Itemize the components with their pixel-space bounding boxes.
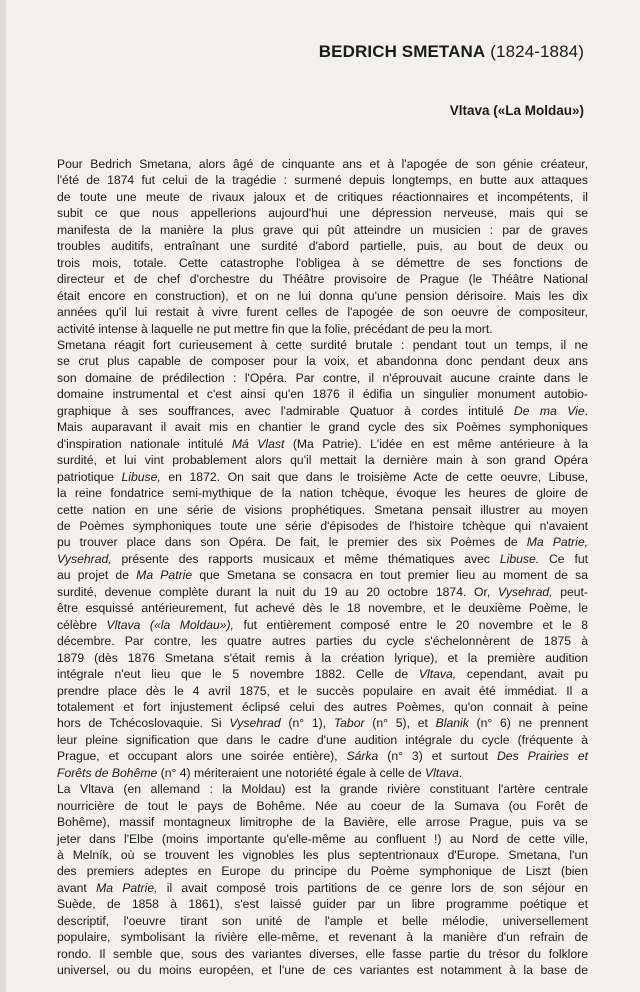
text-line xyxy=(57,403,588,419)
text-line xyxy=(57,617,588,633)
text-line xyxy=(57,880,588,896)
text-line xyxy=(57,666,588,682)
text-run: que Smetana se consacra en tout premier lieu au moment de sa xyxy=(192,568,589,583)
text-run: La Vltava (en allemand : la Moldau) est la grande rivière constituant l'artère centrale xyxy=(57,782,588,797)
text-run: cependant, avait pu xyxy=(456,667,588,682)
text-line xyxy=(57,650,588,666)
text-line xyxy=(57,962,588,978)
text-run: directeur et de chef d'orchestre du Théâtre provisoire de Prague (le Théâtre National xyxy=(57,272,588,287)
text-run: peut- xyxy=(552,584,588,599)
text-line xyxy=(57,567,588,583)
text-run: (n° 4) mériteraient une notoriété égale à celle de xyxy=(157,765,426,780)
text-run: (Ma Patrie). L'idée en est même antérieure à la xyxy=(284,436,588,451)
text-line xyxy=(57,699,588,715)
body-text xyxy=(57,156,588,979)
text-line xyxy=(57,600,588,616)
text-run: décembre. Par contre, les quatre autres parties du cycle s'échelonnèrent de 1875 à xyxy=(57,634,588,649)
text-run: de Poèmes symphoniques toute une série d'épisodes de l'histoire tchèque qui n'avaient xyxy=(57,518,588,533)
text-line xyxy=(57,518,588,534)
text-run: être esquissé antérieurement, fut achevé dès le 18 novembre, et le deuxième Poème, le xyxy=(57,601,588,616)
text-line xyxy=(57,831,588,847)
text-line xyxy=(57,765,588,781)
composer-name: BEDRICH SMETANA xyxy=(318,42,486,61)
text-run: activité intense à laquelle ne put mettre fin que la folie, précédant de peu la mort. xyxy=(57,321,493,336)
text-line xyxy=(57,814,588,830)
text-line xyxy=(57,205,588,221)
italic-title: Libuse. xyxy=(499,551,540,566)
text-run: Bohême), massif montagneux limitrophe de la Bavière, elle arrose Prague, puis va se xyxy=(57,815,588,830)
text-run: Suède, de 1858 à 1861), s'est laissé guider par un libre programme poétique et xyxy=(57,897,588,912)
text-run: Prague, et occupant alors une soirée entière), xyxy=(57,749,347,764)
text-run: descriptif, l'oeuvre tirant son unité de l'ample et belle mélodie, universellement xyxy=(57,913,588,928)
text-run: leur pleine signification que dans le cadre d'une audition intégrale du cycle (fréquente à xyxy=(57,732,588,747)
text-line xyxy=(57,485,588,501)
text-run: la reine fondatrice semi-mythique de la nation tchèque, évoque les heures de gloire de xyxy=(57,486,588,501)
text-run: Pour Bedrich Smetana, alors âgé de cinquante ans et à l'apogée de son génie créateur, xyxy=(57,157,588,171)
page-heading xyxy=(319,42,584,62)
text-line xyxy=(57,238,588,254)
text-line xyxy=(57,732,588,748)
text-run: l'été de 1874 fut celui de la tragédie : surmené depuis longtemps, en butte aux attaques xyxy=(57,173,588,188)
italic-title: Blanik xyxy=(435,716,469,731)
text-line xyxy=(57,798,588,814)
text-run: il avait composé trois partitions de ce genre lors de son séjour en xyxy=(157,880,588,895)
paragraph xyxy=(57,337,588,781)
text-run: intégrale n'eut lieu que le 5 novembre 1882. Celle de xyxy=(57,667,419,682)
text-line xyxy=(57,781,588,797)
text-line xyxy=(57,304,588,320)
text-line xyxy=(57,172,588,188)
text-line xyxy=(57,189,588,205)
text-run: (n° 1), xyxy=(280,716,334,731)
text-run: totalement et fort injustement éclipsé celui des autres Poèmes, qu'on connait à peine xyxy=(57,699,588,714)
text-line xyxy=(57,551,588,567)
text-run: manifesta de la manière la plus grave qui pût atteindre un musicien : par de graves xyxy=(57,222,588,237)
italic-title: Tabor xyxy=(333,716,365,731)
text-line xyxy=(57,222,588,238)
text-run: patriotique xyxy=(57,469,122,484)
text-run: des premiers adeptes en Europe du principe du Poème symphonique de Liszt (bien xyxy=(57,864,588,879)
text-run: . xyxy=(458,765,463,780)
italic-title: Vltava («la Moldau»), xyxy=(106,617,234,632)
italic-title: Ma Patrie xyxy=(136,568,193,583)
text-run: présente des rapports musicaux et même thématiques avec xyxy=(111,551,500,566)
text-run: Mais auparavant il avait mis en chantier le grand cycle des six Poèmes symphoniques xyxy=(57,420,588,435)
text-line xyxy=(57,683,588,699)
text-run: à Melník, où se trouvent les vignobles les plus septentrionaux d'Europe. Smetana, l'un xyxy=(57,848,588,863)
text-run: troubles auditifs, entraînant une surdité d'abord partielle, puis, au bout de deux ou xyxy=(57,239,588,254)
text-line xyxy=(57,386,588,402)
text-run: avant xyxy=(57,880,97,895)
text-line xyxy=(57,863,588,879)
text-run: Ce fut xyxy=(539,551,588,566)
text-line xyxy=(57,748,588,764)
text-line xyxy=(57,946,588,962)
text-run: trois mois, totale. Cette catastrophe l'obligea à se démettre de ses fonctions de xyxy=(57,255,588,270)
italic-title: Vysehrad, xyxy=(497,584,553,599)
text-run: son domaine de prédilection : l'Opéra. Par contre, il n'éprouvait aucune crainte dans le xyxy=(57,370,588,385)
italic-title: Sárka xyxy=(346,749,379,764)
italic-title: Vysehrad, xyxy=(57,551,112,566)
text-line xyxy=(57,584,588,600)
text-line xyxy=(57,436,588,452)
text-line xyxy=(57,633,588,649)
text-line xyxy=(57,419,588,435)
text-run: (n° 6) ne prennent xyxy=(468,716,589,731)
italic-title: Vltava, xyxy=(418,667,457,682)
text-line xyxy=(57,353,588,369)
text-line xyxy=(57,847,588,863)
text-run: surdité, devenue complète durant la nuit du 19 au 20 octobre 1874. Or, xyxy=(57,584,498,599)
paragraph xyxy=(57,781,588,978)
text-run: prendre place dès le 4 avril 1875, et le succès populaire en avait été immédiat. Il a xyxy=(57,683,588,698)
italic-title: De ma Vie xyxy=(513,403,585,418)
italic-title: Vysehrad xyxy=(229,716,281,731)
text-run: était encore en construction), et on ne lui donna qu'une pension dérisoire. Mais les dix xyxy=(57,288,588,303)
text-line xyxy=(57,929,588,945)
text-run: populaire, symbolisant la rivière elle-même, et revenant à la manière d'un refrain de xyxy=(57,930,588,945)
text-run: fut entièrement composé entre le 20 novembre et le 8 xyxy=(233,617,589,632)
italic-title: Má Vlast xyxy=(231,436,285,451)
text-run: au projet de xyxy=(57,568,137,583)
text-run: . xyxy=(584,403,588,418)
text-run: (n° 5), et xyxy=(364,716,436,731)
text-line xyxy=(57,534,588,550)
text-run: Smetana réagit fort curieusement à cette surdité brutale : pendant tout un temps, il ne xyxy=(57,337,588,352)
text-run: de toute une meute de rivaux jaloux et de critiques réactionnaires et incompétents, il xyxy=(57,189,588,204)
text-line xyxy=(57,469,588,485)
text-run: graphique à ses souffrances, avec l'admirable Quatuor à cordes intitulé xyxy=(57,403,514,418)
text-run: en 1872. On sait que dans le troisième Acte de cette oeuvre, Libuse, xyxy=(160,469,588,484)
text-run: domaine instrumental et c'est ainsi qu'en 1876 il édifia un singulier monument autobio- xyxy=(57,387,588,402)
text-run: subit ce que nous appellerions aujourd'hui une dépression nerveuse, mais qui se xyxy=(57,206,588,221)
text-run: surdité, et lui vint probablement alors qu'il mettait la dernière main à son grand Opéra xyxy=(57,453,588,468)
text-line xyxy=(57,156,588,172)
text-line xyxy=(57,896,588,912)
text-line xyxy=(57,288,588,304)
italic-title: Ma Patrie, xyxy=(526,535,588,550)
italic-title: Forêts de Bohême xyxy=(57,765,158,780)
text-line xyxy=(57,271,588,287)
text-run: années qu'il lui restait à vivre furent celles de l'apogée de son oeuvre de compositeur, xyxy=(57,305,588,320)
italic-title: Vltava xyxy=(425,765,459,780)
italic-title: Des Prairies et xyxy=(496,749,588,764)
text-line xyxy=(57,370,588,386)
text-run: se crut plus capable de composer pour la voix, et abandonna donc pendant deux ans xyxy=(57,354,588,369)
text-line xyxy=(57,913,588,929)
text-run: cette nation en une série de visions prophétiques. Smetana pensait illustrer au moyen xyxy=(57,502,588,517)
paragraph xyxy=(57,156,588,337)
text-line xyxy=(57,452,588,468)
text-line xyxy=(57,337,588,353)
italic-title: Ma Patrie, xyxy=(96,880,158,895)
text-run: nourricière de tout le pays de Bohême. Née au coeur de la Sumava (ou Forêt de xyxy=(57,798,588,813)
text-run: d'inspiration nationale intitulé xyxy=(57,436,232,451)
composer-years: (1824-1884) xyxy=(490,42,584,61)
text-run: (n° 3) et surtout xyxy=(378,749,497,764)
text-run: célèbre xyxy=(57,617,107,632)
text-run: universel, ou du moins européen, et l'une de ces variantes est notamment à la base de xyxy=(57,963,588,978)
text-line xyxy=(57,715,588,731)
text-line xyxy=(57,502,588,518)
text-run: hors de Tchécoslovaquie. Si xyxy=(57,716,230,731)
text-run: pu trouver place dans son Opéra. De fait, le premier des six Poèmes de xyxy=(57,535,527,550)
text-line xyxy=(57,321,588,337)
text-run: rondo. Il semble que, sous des variantes diverses, elle fasse partie du trésor du folklore xyxy=(57,946,588,961)
work-title: Vltava («La Moldau») xyxy=(449,103,584,118)
text-run: 1879 (dès 1876 Smetana s'était remis à la création lyrique), et la première audition xyxy=(57,650,588,665)
text-run: jeter dans l'Elbe (moins importante qu'elle-même au confluent !) au Nord de cette ville, xyxy=(57,831,588,846)
page-edge xyxy=(0,0,6,992)
italic-title: Libuse, xyxy=(121,469,161,484)
text-line xyxy=(57,255,588,271)
